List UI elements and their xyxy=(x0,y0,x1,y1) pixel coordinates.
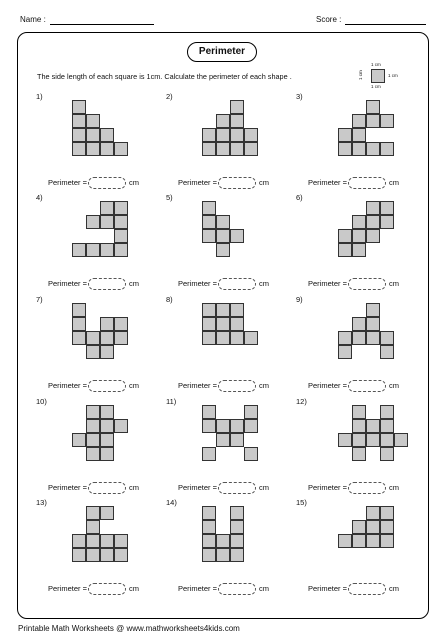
grid-square xyxy=(352,128,366,142)
grid-square xyxy=(216,534,230,548)
unit-label: cm xyxy=(258,279,269,288)
grid-square xyxy=(86,215,100,229)
grid-square xyxy=(72,534,86,548)
perimeter-label: Perimeter = xyxy=(48,584,87,593)
grid-square xyxy=(230,331,244,345)
grid-square xyxy=(352,243,366,257)
grid-square xyxy=(202,201,216,215)
grid-square xyxy=(202,303,216,317)
unit-label: cm xyxy=(128,381,139,390)
grid-square xyxy=(366,331,380,345)
answer-box[interactable] xyxy=(88,278,126,290)
grid-square xyxy=(100,405,114,419)
grid-square xyxy=(244,128,258,142)
grid-square xyxy=(352,142,366,156)
answer-box[interactable] xyxy=(348,583,386,595)
grid-square xyxy=(216,548,230,562)
perimeter-answer-row xyxy=(178,176,269,190)
grid-square xyxy=(114,215,128,229)
grid-square xyxy=(366,215,380,229)
grid-square xyxy=(202,520,216,534)
problem-number: 9) xyxy=(296,295,303,304)
grid-square xyxy=(202,215,216,229)
grid-square xyxy=(202,548,216,562)
answer-box[interactable] xyxy=(218,380,256,392)
legend-top-label: 1 cm xyxy=(371,62,381,67)
grid-square xyxy=(86,243,100,257)
perimeter-answer-row xyxy=(48,277,139,291)
grid-square xyxy=(72,548,86,562)
grid-square xyxy=(380,331,394,345)
problem-number: 8) xyxy=(166,295,173,304)
grid-square xyxy=(86,548,100,562)
perimeter-answer-row xyxy=(178,379,269,393)
unit-label: cm xyxy=(258,381,269,390)
grid-square xyxy=(352,229,366,243)
grid-square xyxy=(72,243,86,257)
problem-number: 4) xyxy=(36,193,43,202)
grid-square xyxy=(352,419,366,433)
answer-box[interactable] xyxy=(348,482,386,494)
grid-square xyxy=(244,419,258,433)
grid-square xyxy=(114,534,128,548)
worksheet-title: Perimeter xyxy=(187,42,257,62)
perimeter-label: Perimeter = xyxy=(308,178,347,187)
grid-square xyxy=(202,419,216,433)
answer-box[interactable] xyxy=(348,177,386,189)
problem-number: 14) xyxy=(166,498,177,507)
perimeter-answer-row xyxy=(308,582,399,596)
grid-square xyxy=(352,447,366,461)
grid-square xyxy=(100,433,114,447)
grid-square xyxy=(352,405,366,419)
grid-square xyxy=(244,142,258,156)
perimeter-answer-row xyxy=(308,176,399,190)
grid-square xyxy=(380,142,394,156)
unit-label: cm xyxy=(128,279,139,288)
grid-square xyxy=(230,548,244,562)
grid-square xyxy=(202,506,216,520)
problem-number: 15) xyxy=(296,498,307,507)
answer-box[interactable] xyxy=(218,482,256,494)
grid-square xyxy=(366,520,380,534)
grid-square xyxy=(366,100,380,114)
grid-square xyxy=(352,433,366,447)
problem-number: 6) xyxy=(296,193,303,202)
unit-label: cm xyxy=(258,178,269,187)
grid-square xyxy=(338,142,352,156)
perimeter-label: Perimeter = xyxy=(48,279,87,288)
grid-square xyxy=(366,114,380,128)
grid-square xyxy=(100,534,114,548)
answer-box[interactable] xyxy=(348,380,386,392)
grid-square xyxy=(380,405,394,419)
answer-box[interactable] xyxy=(88,380,126,392)
perimeter-label: Perimeter = xyxy=(308,483,347,492)
grid-square xyxy=(202,447,216,461)
grid-square xyxy=(230,128,244,142)
grid-square xyxy=(366,303,380,317)
answer-box[interactable] xyxy=(218,278,256,290)
grid-square xyxy=(202,317,216,331)
grid-square xyxy=(380,215,394,229)
grid-square xyxy=(202,229,216,243)
perimeter-label: Perimeter = xyxy=(178,381,217,390)
grid-square xyxy=(380,419,394,433)
grid-square xyxy=(352,534,366,548)
unit-label: cm xyxy=(258,584,269,593)
grid-square xyxy=(338,243,352,257)
grid-square xyxy=(230,303,244,317)
unit-label: cm xyxy=(388,178,399,187)
grid-square xyxy=(202,534,216,548)
grid-square xyxy=(230,419,244,433)
grid-square xyxy=(114,142,128,156)
unit-label: cm xyxy=(388,279,399,288)
grid-square xyxy=(338,433,352,447)
grid-square xyxy=(230,534,244,548)
answer-box[interactable] xyxy=(218,177,256,189)
perimeter-label: Perimeter = xyxy=(48,381,87,390)
grid-square xyxy=(352,520,366,534)
grid-square xyxy=(100,419,114,433)
grid-square xyxy=(216,317,230,331)
grid-square xyxy=(114,229,128,243)
grid-square xyxy=(100,201,114,215)
grid-square xyxy=(100,243,114,257)
grid-square xyxy=(380,201,394,215)
problem-number: 3) xyxy=(296,92,303,101)
grid-square xyxy=(72,128,86,142)
grid-square xyxy=(100,506,114,520)
grid-square xyxy=(86,419,100,433)
grid-square xyxy=(86,534,100,548)
problem-number: 10) xyxy=(36,397,47,406)
grid-square xyxy=(216,128,230,142)
grid-square xyxy=(352,114,366,128)
grid-square xyxy=(72,317,86,331)
legend-right-label: 1 cm xyxy=(388,73,398,78)
grid-square xyxy=(72,142,86,156)
perimeter-label: Perimeter = xyxy=(48,178,87,187)
grid-square xyxy=(338,534,352,548)
grid-square xyxy=(366,506,380,520)
grid-square xyxy=(230,317,244,331)
perimeter-answer-row xyxy=(308,481,399,495)
unit-label: cm xyxy=(388,483,399,492)
grid-square xyxy=(86,114,100,128)
grid-square xyxy=(100,548,114,562)
instructions: The side length of each square is 1cm. Calculate the perimeter of each shape . xyxy=(37,72,292,81)
grid-square xyxy=(202,405,216,419)
answer-box[interactable] xyxy=(88,482,126,494)
grid-square xyxy=(352,331,366,345)
grid-square xyxy=(244,331,258,345)
grid-square xyxy=(380,447,394,461)
grid-square xyxy=(100,447,114,461)
answer-box[interactable] xyxy=(88,177,126,189)
grid-square xyxy=(114,331,128,345)
unit-label: cm xyxy=(388,584,399,593)
grid-square xyxy=(244,447,258,461)
grid-square xyxy=(114,243,128,257)
perimeter-answer-row xyxy=(178,277,269,291)
grid-square xyxy=(202,142,216,156)
grid-square xyxy=(216,243,230,257)
perimeter-label: Perimeter = xyxy=(178,584,217,593)
perimeter-answer-row xyxy=(178,481,269,495)
grid-square xyxy=(244,405,258,419)
name-label: Name : xyxy=(20,15,46,24)
grid-square xyxy=(352,317,366,331)
problem-number: 1) xyxy=(36,92,43,101)
unit-label: cm xyxy=(128,178,139,187)
perimeter-label: Perimeter = xyxy=(178,279,217,288)
grid-square xyxy=(72,114,86,128)
grid-square xyxy=(338,331,352,345)
perimeter-answer-row xyxy=(48,582,139,596)
grid-square xyxy=(114,419,128,433)
grid-square xyxy=(216,142,230,156)
grid-square xyxy=(86,520,100,534)
grid-square xyxy=(100,331,114,345)
grid-square xyxy=(394,433,408,447)
grid-square xyxy=(380,345,394,359)
score-line[interactable] xyxy=(345,24,426,25)
grid-square xyxy=(216,229,230,243)
grid-square xyxy=(366,419,380,433)
grid-square xyxy=(230,229,244,243)
grid-square xyxy=(380,534,394,548)
problem-number: 13) xyxy=(36,498,47,507)
problem-number: 11) xyxy=(166,397,177,406)
legend-bottom-label: 1 cm xyxy=(371,84,381,89)
grid-square xyxy=(366,534,380,548)
problem-number: 7) xyxy=(36,295,43,304)
unit-label: cm xyxy=(258,483,269,492)
grid-square xyxy=(230,142,244,156)
grid-square xyxy=(366,317,380,331)
grid-square xyxy=(202,128,216,142)
grid-square xyxy=(216,114,230,128)
grid-square xyxy=(338,128,352,142)
grid-square xyxy=(338,229,352,243)
grid-square xyxy=(72,303,86,317)
score-label: Score : xyxy=(316,15,342,24)
grid-square xyxy=(72,100,86,114)
grid-square xyxy=(216,215,230,229)
perimeter-label: Perimeter = xyxy=(178,178,217,187)
grid-square xyxy=(216,303,230,317)
grid-square xyxy=(114,548,128,562)
grid-square xyxy=(72,331,86,345)
unit-label: cm xyxy=(128,584,139,593)
grid-square xyxy=(230,520,244,534)
grid-square xyxy=(216,419,230,433)
unit-label: cm xyxy=(388,381,399,390)
grid-square xyxy=(366,201,380,215)
grid-square xyxy=(352,215,366,229)
grid-square xyxy=(366,142,380,156)
grid-square xyxy=(366,433,380,447)
perimeter-label: Perimeter = xyxy=(48,483,87,492)
grid-square xyxy=(230,114,244,128)
problem-number: 2) xyxy=(166,92,173,101)
unit-label: cm xyxy=(128,483,139,492)
perimeter-answer-row xyxy=(308,379,399,393)
grid-square xyxy=(100,317,114,331)
grid-square xyxy=(380,114,394,128)
grid-square xyxy=(216,331,230,345)
perimeter-answer-row xyxy=(48,481,139,495)
grid-square xyxy=(380,433,394,447)
perimeter-label: Perimeter = xyxy=(308,279,347,288)
answer-box[interactable] xyxy=(88,583,126,595)
grid-square xyxy=(86,405,100,419)
problem-number: 12) xyxy=(296,397,307,406)
grid-square xyxy=(216,433,230,447)
answer-box[interactable] xyxy=(348,278,386,290)
grid-square xyxy=(86,345,100,359)
grid-square xyxy=(100,215,114,229)
grid-square xyxy=(380,506,394,520)
legend-left-label: 1 cm xyxy=(358,70,363,80)
grid-square xyxy=(86,433,100,447)
grid-square xyxy=(100,128,114,142)
perimeter-answer-row xyxy=(308,277,399,291)
grid-square xyxy=(72,433,86,447)
grid-square xyxy=(230,433,244,447)
grid-square xyxy=(114,317,128,331)
grid-square xyxy=(366,229,380,243)
answer-box[interactable] xyxy=(218,583,256,595)
grid-square xyxy=(86,128,100,142)
perimeter-answer-row xyxy=(48,176,139,190)
grid-square xyxy=(338,345,352,359)
grid-square xyxy=(114,201,128,215)
grid-square xyxy=(100,345,114,359)
perimeter-label: Perimeter = xyxy=(178,483,217,492)
perimeter-label: Perimeter = xyxy=(308,584,347,593)
perimeter-label: Perimeter = xyxy=(308,381,347,390)
name-line[interactable] xyxy=(50,24,154,25)
grid-square xyxy=(380,520,394,534)
perimeter-answer-row xyxy=(178,582,269,596)
grid-square xyxy=(86,447,100,461)
grid-square xyxy=(86,506,100,520)
footer-credit: Printable Math Worksheets @ www.mathworksheets4kids.com xyxy=(18,624,240,633)
grid-square xyxy=(230,506,244,520)
perimeter-answer-row xyxy=(48,379,139,393)
grid-square xyxy=(86,331,100,345)
grid-square xyxy=(100,142,114,156)
problem-number: 5) xyxy=(166,193,173,202)
grid-square xyxy=(230,100,244,114)
grid-square xyxy=(202,331,216,345)
legend-square xyxy=(371,69,385,83)
grid-square xyxy=(86,142,100,156)
